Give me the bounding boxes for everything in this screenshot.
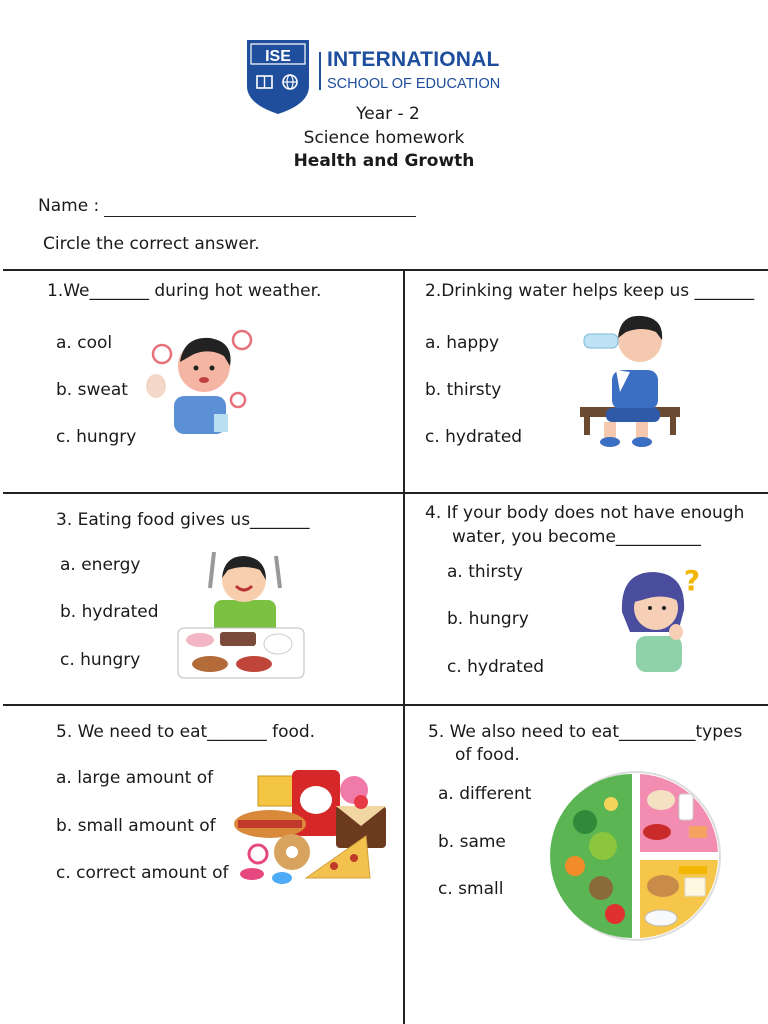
question-5-option-b[interactable]: b. small amount of [56, 816, 216, 836]
question-3-text: 3. Eating food gives us_______ [56, 510, 310, 530]
question-2-option-c[interactable]: c. hydrated [425, 427, 523, 447]
question-1-text: 1.We_______ during hot weather. [47, 281, 322, 301]
logo-name-line1: INTERNATIONAL [327, 48, 500, 71]
confused-girl-icon [612, 562, 708, 674]
grid-line-vertical [403, 269, 405, 1024]
question-6-option-c[interactable]: c. small [438, 879, 504, 899]
question-4-option-a[interactable]: a. thirsty [447, 562, 523, 582]
question-5-option-c[interactable]: c. correct amount of [56, 863, 229, 883]
svg-text:?: ? [683, 564, 701, 597]
question-6-option-a[interactable]: a. different [438, 784, 532, 804]
question-1-option-a[interactable]: a. cool [56, 333, 113, 353]
food-groups-plate-icon [545, 770, 727, 942]
grid-line-top [3, 269, 768, 271]
question-1-option-c[interactable]: c. hungry [56, 427, 137, 447]
instruction-text: Circle the correct answer. [43, 234, 260, 254]
year-label: Year - 2 [356, 104, 420, 124]
logo-abbr: ISE [265, 48, 291, 65]
subject-label: Science homework [303, 128, 465, 148]
boy-eating-food-icon [176, 548, 306, 680]
topic-title: Health and Growth [293, 151, 475, 171]
question-3-option-a[interactable]: a. energy [60, 555, 141, 575]
logo-name-line2: SCHOOL OF EDUCATION [327, 76, 501, 92]
question-2-text: 2.Drinking water helps keep us _______ [425, 281, 755, 301]
question-1-option-b[interactable]: b. sweat [56, 380, 128, 400]
grid-line-middle-1 [3, 492, 768, 494]
question-2-option-a[interactable]: a. happy [425, 333, 500, 353]
sweating-boy-icon [144, 326, 254, 436]
question-3-option-c[interactable]: c. hungry [60, 650, 141, 670]
question-4-text-line1: 4. If your body does not have enough [425, 503, 745, 523]
junk-food-pile-icon [230, 766, 390, 890]
question-5-option-a[interactable]: a. large amount of [56, 768, 214, 788]
boy-drinking-water-icon [576, 312, 686, 450]
question-4-option-b[interactable]: b. hungry [447, 609, 529, 629]
question-2-option-b[interactable]: b. thirsty [425, 380, 502, 400]
logo-divider [319, 52, 321, 90]
question-4-text-line2: water, you become__________ [452, 527, 701, 547]
question-5-text: 5. We need to eat_______ food. [56, 722, 316, 742]
question-6-text-line2: of food. [455, 745, 520, 765]
name-blank-line[interactable] [104, 216, 416, 217]
question-6-text-line1: 5. We also need to eat_________types [428, 722, 743, 742]
grid-line-middle-2 [3, 704, 768, 706]
question-6-option-b[interactable]: b. same [438, 832, 506, 852]
name-label: Name : [38, 196, 100, 216]
question-4-option-c[interactable]: c. hydrated [447, 657, 545, 677]
question-3-option-b[interactable]: b. hydrated [60, 602, 159, 622]
